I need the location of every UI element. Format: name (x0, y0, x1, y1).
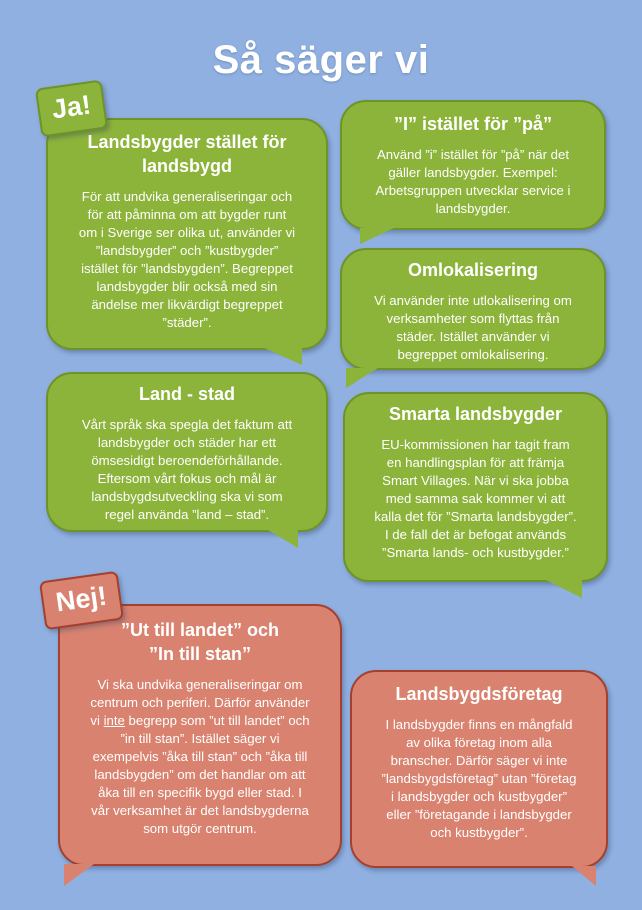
body-text: begrepp som ”ut till landet” och (124, 713, 310, 728)
bubble-tail (546, 580, 582, 598)
card-omlokalisering (340, 248, 606, 370)
body-line: städer. Istället använder vi (396, 329, 550, 344)
card-landsbygder (46, 118, 328, 350)
body-line: som utgör centrum. (143, 821, 257, 836)
card-body (70, 676, 330, 838)
body-line: ”landsbygdsföretag” utan ”företag (381, 771, 577, 786)
body-line: och kustbygder”. (430, 825, 528, 840)
body-line: i landsbygder och kustbygder” (391, 789, 567, 804)
body-line: ”in till stan”. Istället säger vi (120, 731, 280, 746)
bubble-tail (262, 347, 302, 365)
body-line: centrum och periferi. Därför använder (90, 695, 310, 710)
card-body (360, 716, 598, 842)
body-line: landsbygden” om det handlar om att (94, 767, 306, 782)
ja-tag: Ja! (35, 80, 108, 138)
bubble-tail (360, 228, 394, 244)
card-title: ”I” istället för ”på” (393, 114, 553, 134)
body-line: gäller landsbygder. Exempel: (388, 165, 558, 180)
bubble-tail (572, 866, 596, 886)
body-line: vår verksamhet är det landsbygderna (91, 803, 309, 818)
card-body (352, 146, 594, 218)
card-title: Omlokalisering (407, 260, 539, 280)
card-title (60, 130, 314, 178)
bubble-tail (268, 530, 298, 548)
body-line: regel använda ”land – stad”. (104, 507, 270, 522)
body-line: landsbygder. (435, 201, 511, 216)
body-line: Smart Villages. När vi ska jobba (382, 473, 569, 488)
body-line: istället för ”landsbygden”. Begreppet (81, 261, 293, 276)
card-title-line: landsbygd (141, 156, 232, 176)
card-title: Landsbygdsföretag (395, 684, 563, 704)
card-title-line: ”Ut till landet” och (120, 620, 279, 640)
body-line: begreppet omlokalisering. (397, 347, 549, 362)
card-title-line: ”In till stan” (148, 644, 251, 664)
card-landsbygdsforetag (350, 670, 608, 868)
card-ut-till-landet (58, 604, 342, 866)
body-line: I de fall det är befogat används (384, 527, 567, 542)
body-line: för att påminna om att bygder runt (87, 207, 287, 222)
card-body (60, 188, 314, 332)
body-line: av olika företag inom alla (406, 735, 552, 750)
body-text: vi (90, 713, 104, 728)
card-body (353, 436, 598, 562)
body-line: ömsesidigt beroendeförhållande. (91, 453, 283, 468)
body-line: Arbetsgruppen utvecklar service i (375, 183, 571, 198)
bubble-tail (64, 864, 94, 886)
body-line: landsbygder och städer har ett (97, 435, 277, 450)
card-title: Land - stad (138, 384, 235, 404)
body-line: ”städer”. (162, 315, 212, 330)
body-line: landsbygdsutveckling ska vi som (91, 489, 283, 504)
card-title: Smarta landsbygder (388, 404, 563, 424)
body-line (70, 712, 330, 730)
body-line: Vi ska undvika generaliseringar om (97, 677, 303, 692)
card-smarta-landsbygder (343, 392, 608, 582)
body-line: kalla det för ”Smarta landsbygder”. (374, 509, 577, 524)
body-line: ”landsbygder” och ”kustbygder” (95, 243, 279, 258)
page-title: Så säger vi (212, 38, 430, 82)
card-body (352, 292, 594, 364)
body-line: åka till en specifik bygd eller stad. I (98, 785, 302, 800)
body-line: Eftersom vårt fokus och mål är (97, 471, 277, 486)
body-line: branscher. Därför säger vi inte (390, 753, 568, 768)
body-line: Använd ”i” istället för ”på” när det (376, 147, 570, 162)
body-line: För att undvika generaliseringar och (81, 189, 293, 204)
card-body (58, 416, 316, 524)
body-line: en handlingsplan för att främja (386, 455, 565, 470)
card-title (70, 618, 330, 666)
body-line: verksamheter som flyttas från (386, 311, 560, 326)
card-land-stad (46, 372, 328, 532)
card-i-istallet-for-pa (340, 100, 606, 230)
body-line: EU-kommissionen har tagit fram (381, 437, 570, 452)
body-line: I landsbygder finns en mångfald (385, 717, 573, 732)
body-line: med samma sak kommer vi att (385, 491, 566, 506)
body-line: Vi använder inte utlokalisering om (374, 293, 572, 308)
body-line: ”Smarta lands- och kustbygder.” (382, 545, 569, 560)
underlined-word: inte (103, 713, 125, 728)
body-line: landsbygder blir också med sin (96, 279, 278, 294)
body-line: eller ”företagande i landsbygder (386, 807, 572, 822)
body-line: exempelvis ”åka till stan” och ”åka till (92, 749, 308, 764)
body-line: ändelse mer likvärdigt begreppet (91, 297, 283, 312)
nej-tag: Nej! (39, 571, 124, 631)
bubble-tail (346, 368, 378, 388)
body-line: om i Sverige ser olika ut, använder vi (78, 225, 296, 240)
card-title-line: Landsbygder stället för (87, 132, 287, 152)
body-line: Vårt språk ska spegla det faktum att (81, 417, 293, 432)
